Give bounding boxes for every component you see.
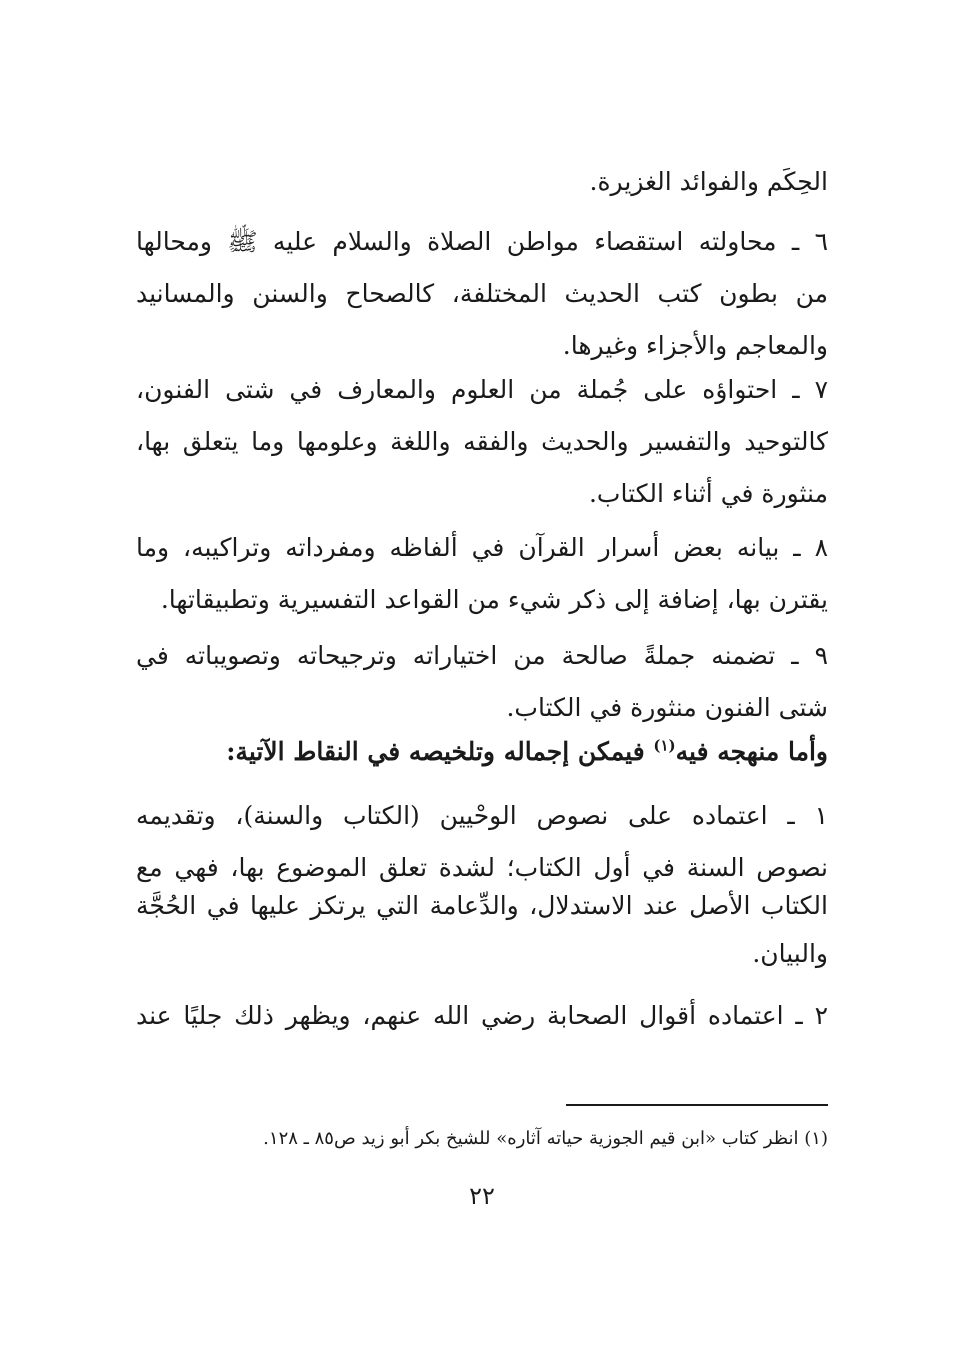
footnote-divider (566, 1104, 828, 1106)
paragraph-line: الحِكَم والفوائد الغزيرة. (589, 167, 828, 196)
paragraph-line: ٦ ـ محاولته استقصاء مواطن الصلاة والسلام عليه ﷺ ومحالها (136, 227, 828, 256)
paragraph-line: ٨ ـ بيانه بعض أسرار القرآن في ألفاظه ومفرداته وتراكيبه، وما (136, 533, 828, 562)
paragraph-line: ٩ ـ تضمنه جملةً صالحة من اختياراته وترجيحاته وتصويباته في (136, 641, 828, 670)
paragraph-line: ١ ـ اعتماده على نصوص الوحْيين (الكتاب والسنة)، وتقديمه (136, 801, 828, 830)
footnote-marker: (١) (653, 736, 676, 755)
paragraph-line: يقترن بها، إضافة إلى ذكر شيء من القواعد التفسيرية وتطبيقاتها. (160, 585, 828, 614)
paragraph-line: كالتوحيد والتفسير والحديث والفقه واللغة وعلومها وما يتعلق بها، (136, 427, 828, 456)
paragraph-line: ٢ ـ اعتماده أقوال الصحابة رضي الله عنهم، ويظهر ذلك جليًا عند (136, 1001, 828, 1030)
paragraph-line: شتى الفنون منثورة في الكتاب. (506, 693, 828, 722)
footnote-text: (١) انظر كتاب «ابن قيم الجوزية حياته آثاره» للشيخ بكر أبو زيد ص٨٥ ـ ١٢٨. (263, 1128, 828, 1149)
heading-text-start: وأما منهجه فيه (675, 737, 828, 766)
paragraph-line: من بطون كتب الحديث المختلفة، كالصحاح والسنن والمسانيد (136, 279, 828, 308)
paragraph-line: والمعاجم والأجزاء وغيرها. (562, 331, 828, 360)
paragraph-line: والبيان. (752, 939, 828, 968)
section-heading (136, 726, 828, 778)
paragraph-line: منثورة في أثناء الكتاب. (588, 479, 828, 508)
heading-text-end: فيمكن إجماله وتلخيصه في النقاط الآتية: (226, 737, 654, 766)
paragraph-line: ٧ ـ احتواؤه على جُملة من العلوم والمعارف في شتى الفنون، (136, 375, 828, 404)
paragraph-line: الكتاب الأصل عند الاستدلال، والدِّعامة التي يرتكز عليها في الحُجَّة (136, 891, 828, 920)
paragraph-line: نصوص السنة في أول الكتاب؛ لشدة تعلق الموضوع بها، فهي مع (136, 853, 828, 882)
document-page (136, 0, 828, 1360)
page-number: ٢٢ (469, 1182, 495, 1210)
